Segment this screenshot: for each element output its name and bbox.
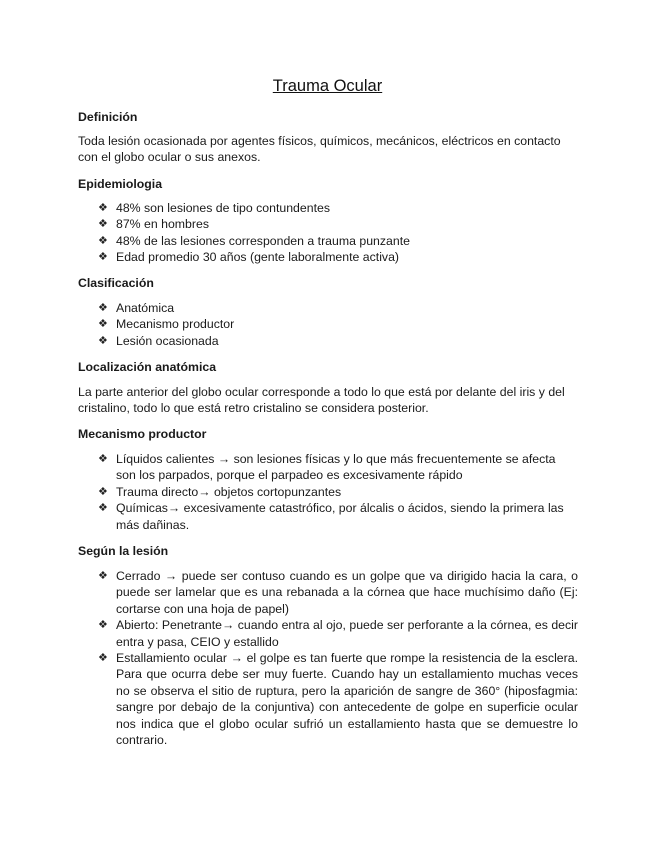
list-item: ❖ Anatómica [98,301,175,315]
heading-mecanismo: Mecanismo productor [78,427,207,441]
diamond-bullet-icon: ❖ [98,453,108,465]
paragraph-definicion: Toda lesión ocasionada por agentes físicos, químicos, mecánicos, eléctricos en contacto con el globo ocular o sus anexos. [78,134,561,165]
diamond-bullet-icon: ❖ [98,570,108,582]
list-mecanismo [78,451,578,533]
paragraph-localizacion: La parte anterior del globo ocular corresponde a todo lo que está por delante del iris y del cristalino, todo lo que está retro cristalino se considera posterior. [78,385,565,416]
list-item: ❖ Líquidos calientes → son lesiones físicas y lo que más frecuentemente se afecta son los parpados, porque el parpadeo es excesivamente rápido [98,452,556,483]
list-clasificacion [78,300,578,349]
list-item: ❖ 48% de las lesiones corresponden a trauma punzante [98,233,410,248]
list-epidemiologia [78,200,578,266]
heading-localizacion: Localización anatómica [78,360,217,374]
heading-epidemiologia: Epidemiologia [78,177,163,191]
diamond-bullet-icon: ❖ [98,485,108,498]
list-item: ❖ Abierto: Penetrante→ cuando entra al ojo, puede ser perforante a la córnea, es decir entra y pasa, CEIO y estallido [98,618,578,649]
list-item: ❖ 48% son lesiones de tipo contundentes [98,201,330,215]
heading-definicion: Definición [78,110,138,124]
list-item: ❖ Trauma directo→ objetos cortopunzantes [98,484,342,499]
list-item: ❖ Lesión ocasionada [98,333,219,348]
diamond-bullet-icon: ❖ [98,318,108,331]
diamond-bullet-icon: ❖ [98,619,108,632]
heading-clasificacion: Clasificación [78,276,154,290]
diamond-bullet-icon: ❖ [98,334,108,347]
list-segun-lesion [78,568,578,748]
page-title: Trauma Ocular [272,77,383,95]
list-item: ❖ 87% en hombres [98,217,209,232]
diamond-bullet-icon: ❖ [98,234,108,247]
diamond-bullet-icon: ❖ [98,202,108,214]
list-item: ❖ Mecanismo productor [98,317,235,332]
diamond-bullet-icon: ❖ [98,502,108,515]
list-item: ❖ Cerrado → puede ser contuso cuando es un golpe que va dirigido hacia la cara, o puede ser lamelar que es una rebanada a la córnea que hace muchísimo daño (Ej: cortarse con una hoja de papel) [98,569,578,616]
list-item: ❖ Edad promedio 30 años (gente laboralmente activa) [98,250,400,265]
diamond-bullet-icon: ❖ [98,302,108,314]
list-item: ❖ Estallamiento ocular → el golpe es tan fuerte que rompe la resistencia de la esclera. Para que ocurra debe ser muy fuerte. Cuando hay un estallamiento muchas veces no se observa el sitio de ruptura, pero la aparición de sangre de 360° (hiposfagmia: sangre por debajo de la conjuntiva) con antecedente de golpe en superficie ocular nos indica que el globo ocular sufrió un estallamiento hasta que se demuestre lo contrario. [98,651,578,748]
diamond-bullet-icon: ❖ [98,652,108,665]
heading-segun-lesion: Según la lesión [78,544,169,558]
diamond-bullet-icon: ❖ [98,251,108,264]
list-item: ❖ Químicas→ excesivamente catastrófico, por álcalis o ácidos, siendo la primera las más dañinas. [98,501,564,532]
diamond-bullet-icon: ❖ [98,218,108,231]
